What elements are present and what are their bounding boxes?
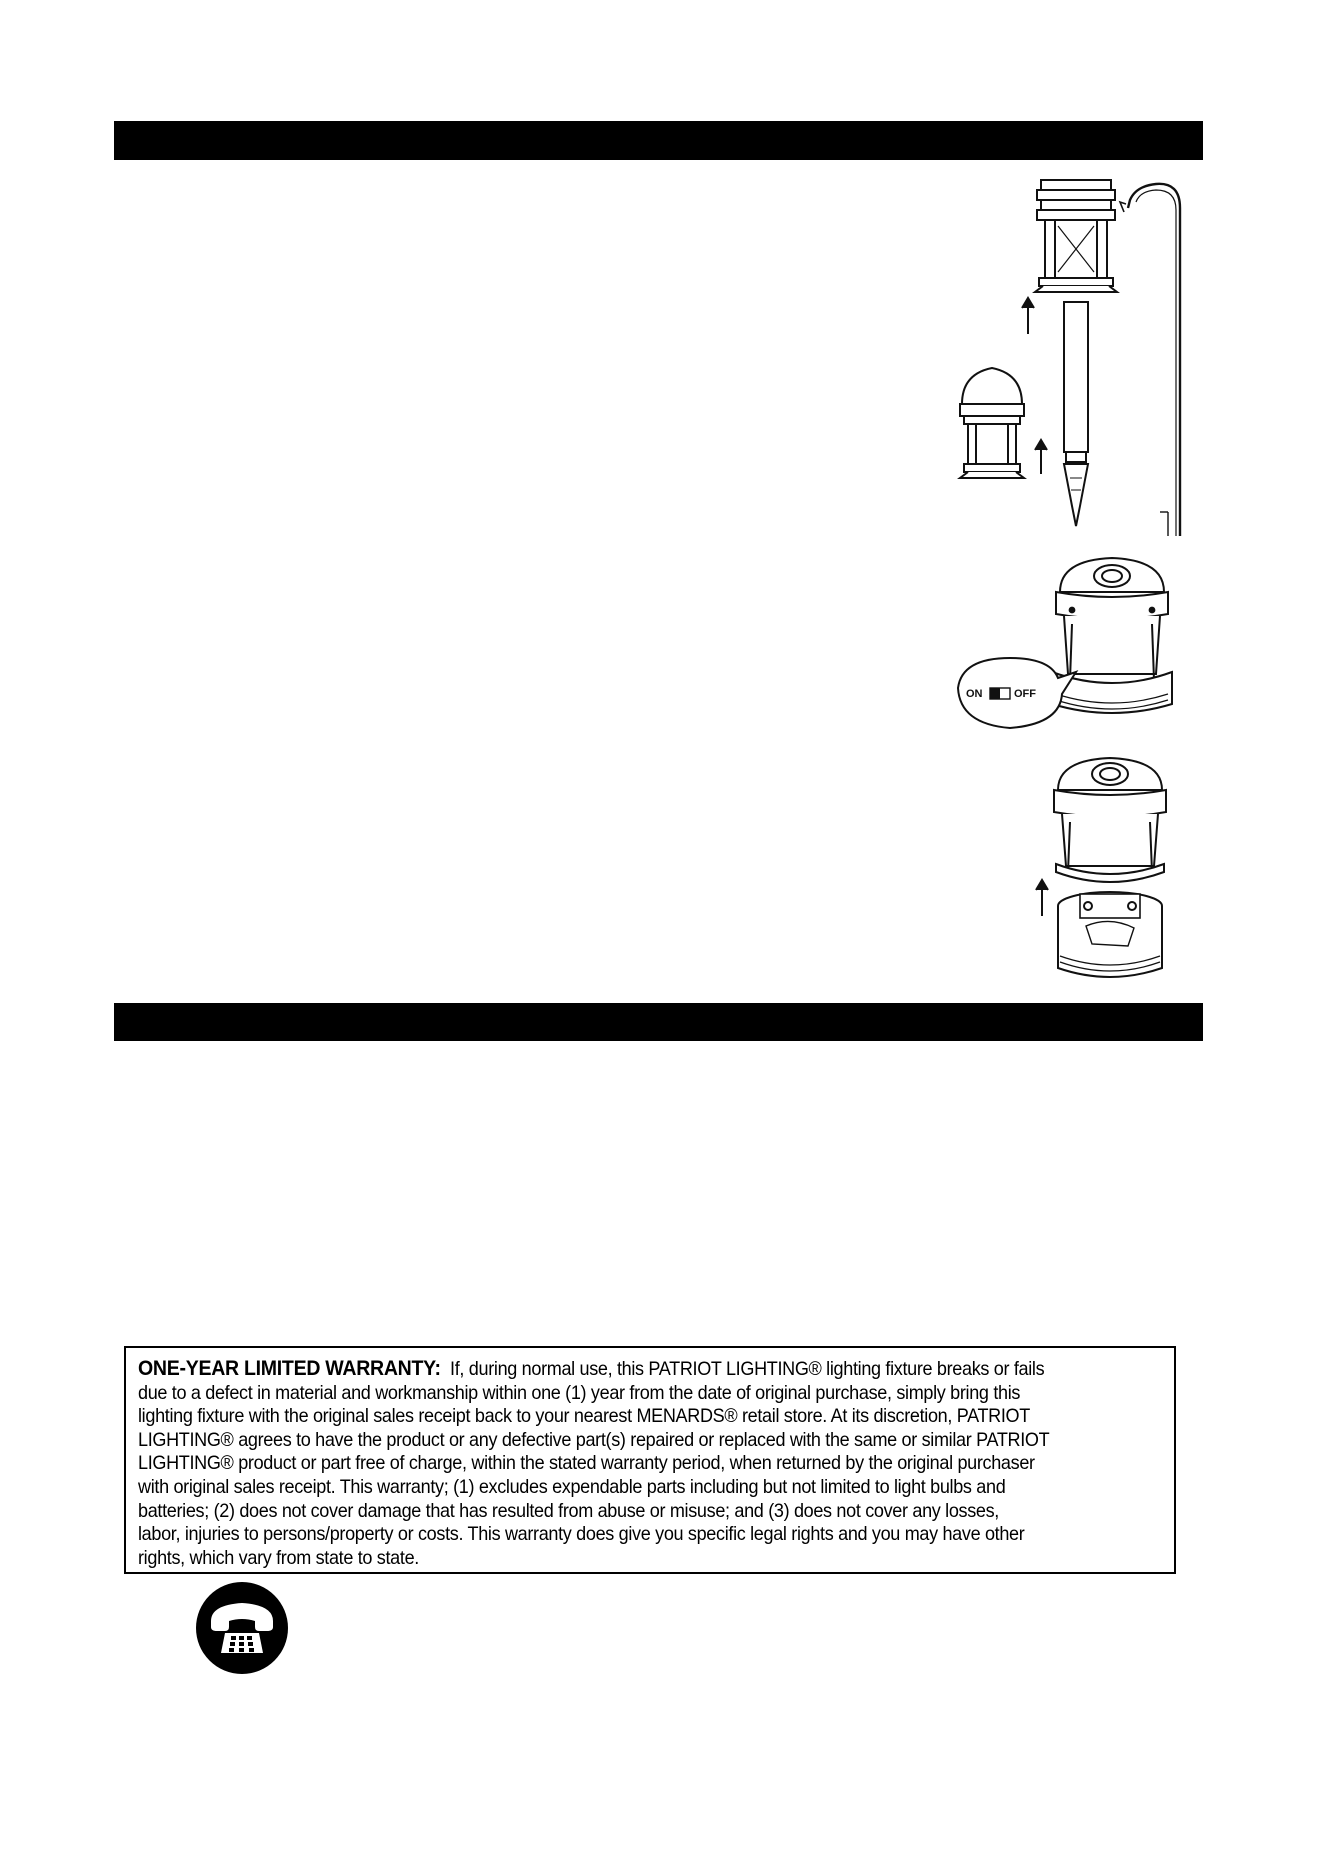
warranty-line: rights, which vary from state to state. — [138, 1546, 419, 1569]
battery-compartment-diagram — [1030, 756, 1190, 996]
warranty-text — [138, 1357, 1161, 1570]
switch-on-label: ON — [966, 688, 983, 700]
warranty-line: with original sales receipt. This warranty; (1) excludes expendable parts including but not limited to light bulbs and — [138, 1475, 1006, 1498]
section-header-bar-top — [114, 121, 1203, 160]
switch-off-label: OFF — [1014, 688, 1036, 700]
section-header-bar-middle — [114, 1003, 1203, 1041]
warranty-line: LIGHTING® agrees to have the product or any defective part(s) repaired or replaced with the same or similar PATRIOT — [138, 1428, 1050, 1451]
warranty-line: LIGHTING® product or part free of charge, within the stated warranty period, when returned by the original purchaser — [138, 1452, 1035, 1475]
warranty-line: due to a defect in material and workmanship within one (1) year from the date of original purchase, simply bring this — [138, 1381, 1021, 1404]
switch-diagram — [952, 554, 1192, 734]
warranty-line: labor, injuries to persons/property or costs. This warranty does give you specific legal rights and you may have other — [138, 1523, 1025, 1546]
telephone-icon — [195, 1581, 289, 1680]
warranty-line: batteries; (2) does not cover damage that has resulted from abuse or misuse; and (3) does not cover any losses, — [138, 1499, 1000, 1522]
warranty-heading: ONE-YEAR LIMITED WARRANTY: — [138, 1357, 441, 1380]
warranty-line: lighting fixture with the original sales receipt back to your nearest MENARDS® retail store. At its discretion, PATRIOT — [138, 1405, 1030, 1428]
assembly-diagram — [940, 178, 1200, 538]
warranty-line: If, during normal use, this PATRIOT LIGHTING® lighting fixture breaks or fails — [450, 1358, 1045, 1380]
warranty-box — [124, 1346, 1176, 1574]
